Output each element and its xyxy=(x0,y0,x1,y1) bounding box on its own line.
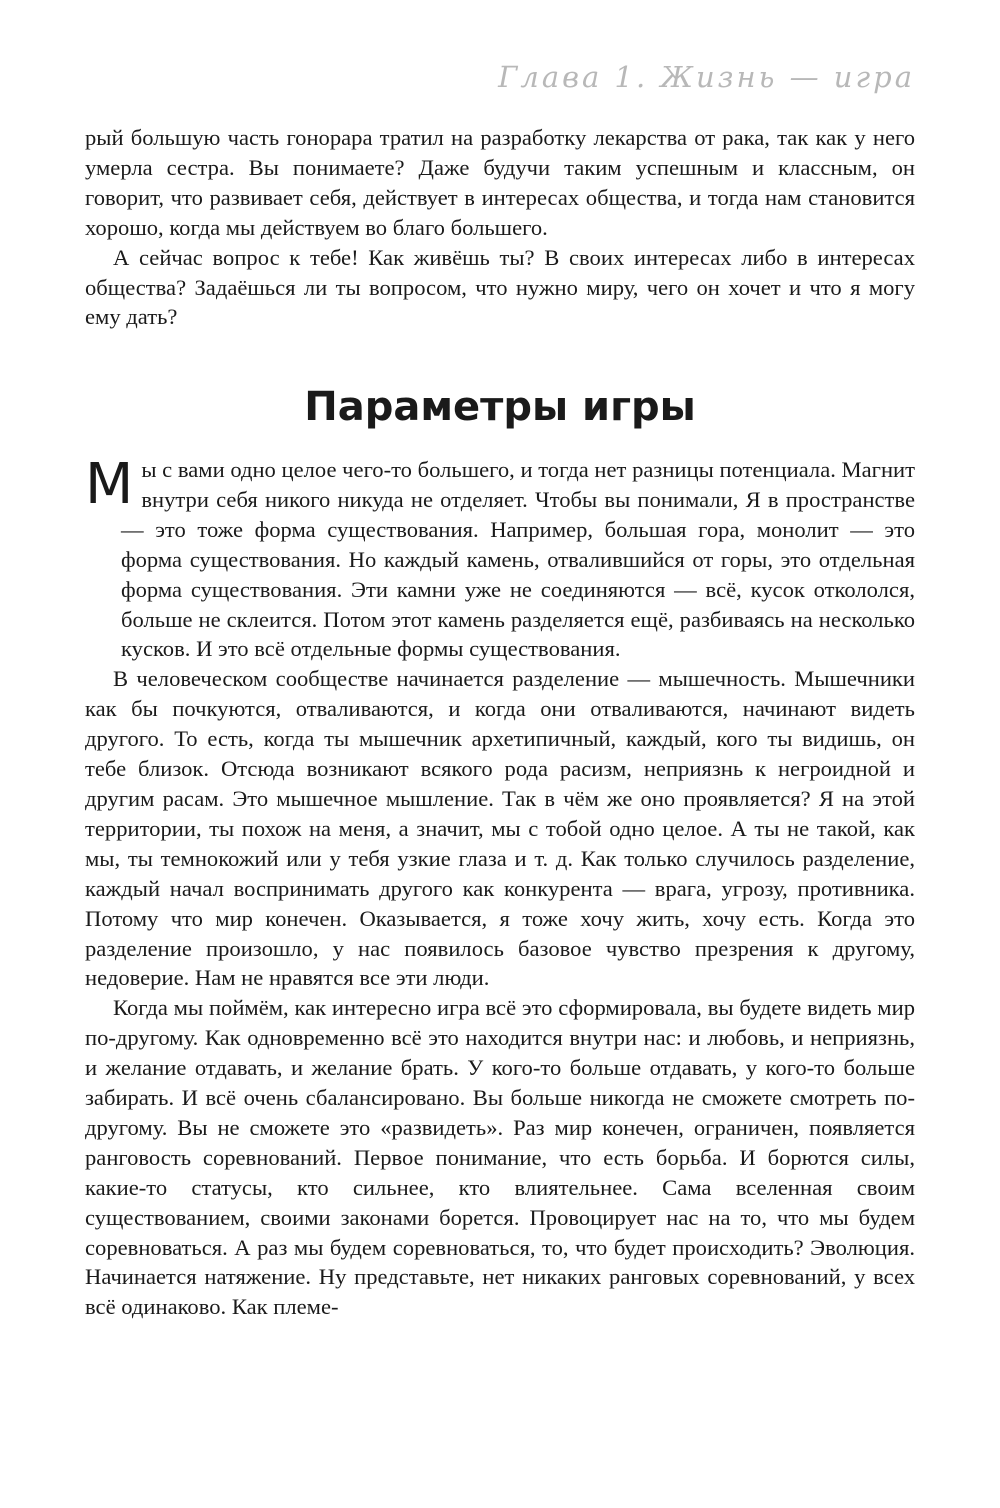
section-heading: Параметры игры xyxy=(304,384,696,430)
running-head: Глава 1. Жизнь — игра xyxy=(498,60,915,94)
drop-cap: М xyxy=(85,452,134,517)
paragraph-continuation: рый большую часть гонорара тратил на разработку лекарства от рака, так как у него умерла сестра. Вы понимаете? Даже будучи таким успешным и классным, он говорит, что развивает себя, действует в интересах общества, и тогда нам становится хорошо, когда мы действуем во благо большего. xyxy=(85,125,915,240)
main-text-block xyxy=(85,452,915,1322)
top-text-block xyxy=(85,123,915,332)
paragraph-body: Когда мы поймём, как интересно игра всё это сформировала, вы будете видеть мир по-другому. Как одновременно всё это находится внутри нас: и любовь, и неприязнь, и желание отдавать, и желание брать. У кого-то больше отдавать, у кого-то больше забирать. И всё очень сбалансировано. Вы больше никогда не сможете смотреть по-другому. Вы не сможете это «развидеть». Раз мир конечен, ограничен, появляется ранговость соревнований. Первое понимание, что есть борьба. И борются силы, какие-то статусы, кто сильнее, кто влиятельнее. Сама вселенная своим существованием, своими законами борется. Провоцирует нас на то, что мы будем соревноваться. А раз мы будем соревноваться, то, что будет происходить? Эволюция. Начинается натяжение. Ну представьте, нет никаких ранговых соревнований, у всех всё одинаково. Как племе- xyxy=(85,995,915,1320)
paragraph-first xyxy=(85,452,915,664)
paragraph-first-text: ы с вами одно целое чего-то большего, и тогда нет разницы потенциала. Магнит внутри себя никого никуда не отделяет. Чтобы вы понимали, Я в пространстве — это тоже форма существования. Например, большая гора, монолит — это форма существования. Но каждый камень, отвалившийся от горы, это отдельная форма существования. Эти камни уже не соединяются — всё, кусок откололся, больше не склеится. Потом этот камень разделяется ещё, разбиваясь на несколько кусков. И это всё отдельные формы существования. xyxy=(121,457,915,662)
paragraph-body: В человеческом сообществе начинается разделение — мышечность. Мышечники как бы почкуются, отваливаются, и когда они отваливаются, начинают видеть другого. То есть, когда ты мышечник архетипичный, каждый, кого ты видишь, он тебе близок. Отсюда возникают всякого рода расизм, неприязнь к негроидной и другим расам. Это мышечное мышление. Так в чём же оно проявляется? Я на этой территории, ты похож на меня, а значит, мы с тобой одно целое. А ты не такой, как мы, ты темнокожий или у тебя узкие глаза и т. д. Как только случилось разделение, каждый начал воспринимать другого как конкурента — врага, угрозу, противника. Потому что мир конечен. Оказывается, я тоже хочу жить, хочу есть. Когда это разделение произошло, у нас появилось базовое чувство презрения к другому, недоверие. Нам не нравятся все эти люди. xyxy=(85,666,915,991)
paragraph-question: А сейчас вопрос к тебе! Как живёшь ты? В своих интересах либо в интересах общества? Задаёшься ли ты вопросом, что нужно миру, чего он хочет и что я могу ему дать? xyxy=(85,244,915,330)
